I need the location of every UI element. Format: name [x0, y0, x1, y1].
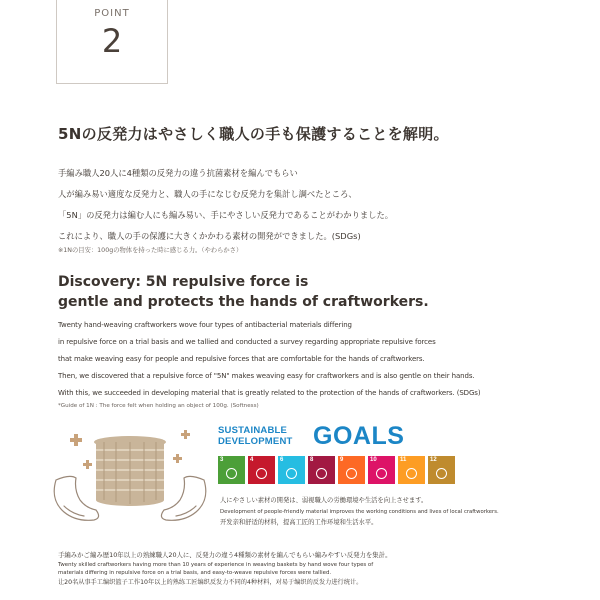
japanese-line: 人が編み易い適度な反発力と、職人の手になじむ反発力を集計し調べたところ、	[58, 189, 357, 199]
japanese-line: 「5N」の反発力は編む人にも編み易い、手にやさしい反発力であることがわかりました。	[58, 210, 394, 220]
sdg-tile-number: 11	[400, 457, 407, 463]
sdg-tile	[278, 456, 305, 484]
sdg-tile-number: 8	[310, 457, 314, 463]
english-footnote: *Guide of 1N : The force felt when holding an object of 100g. (Softness)	[58, 403, 259, 409]
sdg-caption	[220, 494, 590, 529]
sdg-tile	[368, 456, 395, 484]
sdg-goal-icon	[286, 468, 297, 479]
english-heading-line-2: gentle and protects the hands of craftworkers.	[58, 294, 429, 310]
english-heading-line-1: Discovery: 5N repulsive force is	[58, 274, 309, 290]
sdg-goal-tiles	[218, 456, 455, 484]
footer-en-line-1: Twenty skilled craftworkers having more than 10 years of experience in weaving baskets by hand wove four types of	[58, 562, 374, 568]
sdg-goal-icon	[346, 468, 357, 479]
footer-caption	[58, 550, 598, 589]
sdg-tile	[218, 456, 245, 484]
sdg-caption-jp: 人にやさしい素材の開発は、弱視職人の労働環境や生活を向上させます。	[220, 497, 428, 504]
japanese-footnote: ※1Nの目安：100gの物体を持った時に感じる力。（やわらかさ）	[58, 247, 243, 254]
sdg-goal-icon	[316, 468, 327, 479]
sdg-wordmark-line-2: DEVELOPMENT	[218, 435, 293, 447]
basket-hands-illustration	[46, 420, 216, 530]
footer-en-line-2: materials differing in repulsive force on a trial basis, and easy-to-weave repulsive forces were tallied.	[58, 570, 332, 576]
sdg-tile	[308, 456, 335, 484]
japanese-body	[58, 163, 578, 254]
sdg-tile	[398, 456, 425, 484]
sdg-tile	[428, 456, 455, 484]
point-badge	[56, 0, 168, 84]
english-body	[58, 317, 598, 409]
japanese-line: 手編み職人20人に4種類の反発力の違う抗菌素材を編んでもらい	[58, 168, 298, 178]
sdg-tile-number: 6	[280, 457, 284, 463]
sdg-wordmark-line-1: SUSTAINABLE	[218, 425, 288, 436]
footer-cn: 让20名从事手工编织篮子工作10年以上的熟练工匠编织反发力不同的4种材料，对易于编织的反发力进行统计。	[58, 579, 363, 586]
sdg-tile-number: 10	[370, 457, 377, 463]
english-line: that make weaving easy for people and repulsive forces that are comfortable for the hands of craftworkers.	[58, 355, 425, 363]
sdg-caption-en: Development of people-friendly material improves the working conditions and lives of local craftworkers.	[220, 509, 499, 515]
sdg-tile-number: 9	[340, 457, 344, 463]
english-line: With this, we succeeded in developing material that is greatly related to the protection of the hands of craftworkers. (SDGs)	[58, 389, 481, 397]
english-line: Then, we discovered that a repulsive force of "5N" makes weaving easy for craftworkers and is also gentle on their hands.	[58, 372, 475, 380]
sdg-goal-icon	[376, 468, 387, 479]
japanese-heading: 5Nの反発力はやさしく職人の手も保護することを解明。	[58, 125, 449, 143]
english-line: Twenty hand-weaving craftworkers wove four types of antibacterial materials differing	[58, 321, 352, 329]
sdg-goal-icon	[406, 468, 417, 479]
sdg-caption-cn: 开发亲和舒适的材料，提高工匠的工作环境和生活水平。	[220, 519, 378, 526]
sdg-goal-icon	[436, 468, 447, 479]
english-line: in repulsive force on a trial basis and we tallied and conducted a survey regarding appropriate repulsive forces	[58, 338, 436, 346]
sdg-tile	[248, 456, 275, 484]
japanese-line: これにより、職人の手の保護に大きくかかわる素材の開発ができました。(SDGs)	[58, 231, 361, 241]
sdg-tile-number: 3	[220, 457, 224, 463]
sdg-tile	[338, 456, 365, 484]
sdg-goals-word: GOALS	[313, 422, 405, 450]
point-number: 2	[101, 22, 123, 60]
sdg-tile-number: 4	[250, 457, 254, 463]
point-label: POINT	[94, 8, 130, 19]
english-heading	[58, 272, 578, 312]
sdg-goal-icon	[226, 468, 237, 479]
footer-jp: 手編みかご編み歴10年以上の熟練職人20人に、反発力の違う4種類の素材を編んでもらい編みやすい反発力を集計。	[58, 551, 392, 559]
sdg-tile-number: 12	[430, 457, 437, 463]
sdg-goal-icon	[256, 468, 267, 479]
